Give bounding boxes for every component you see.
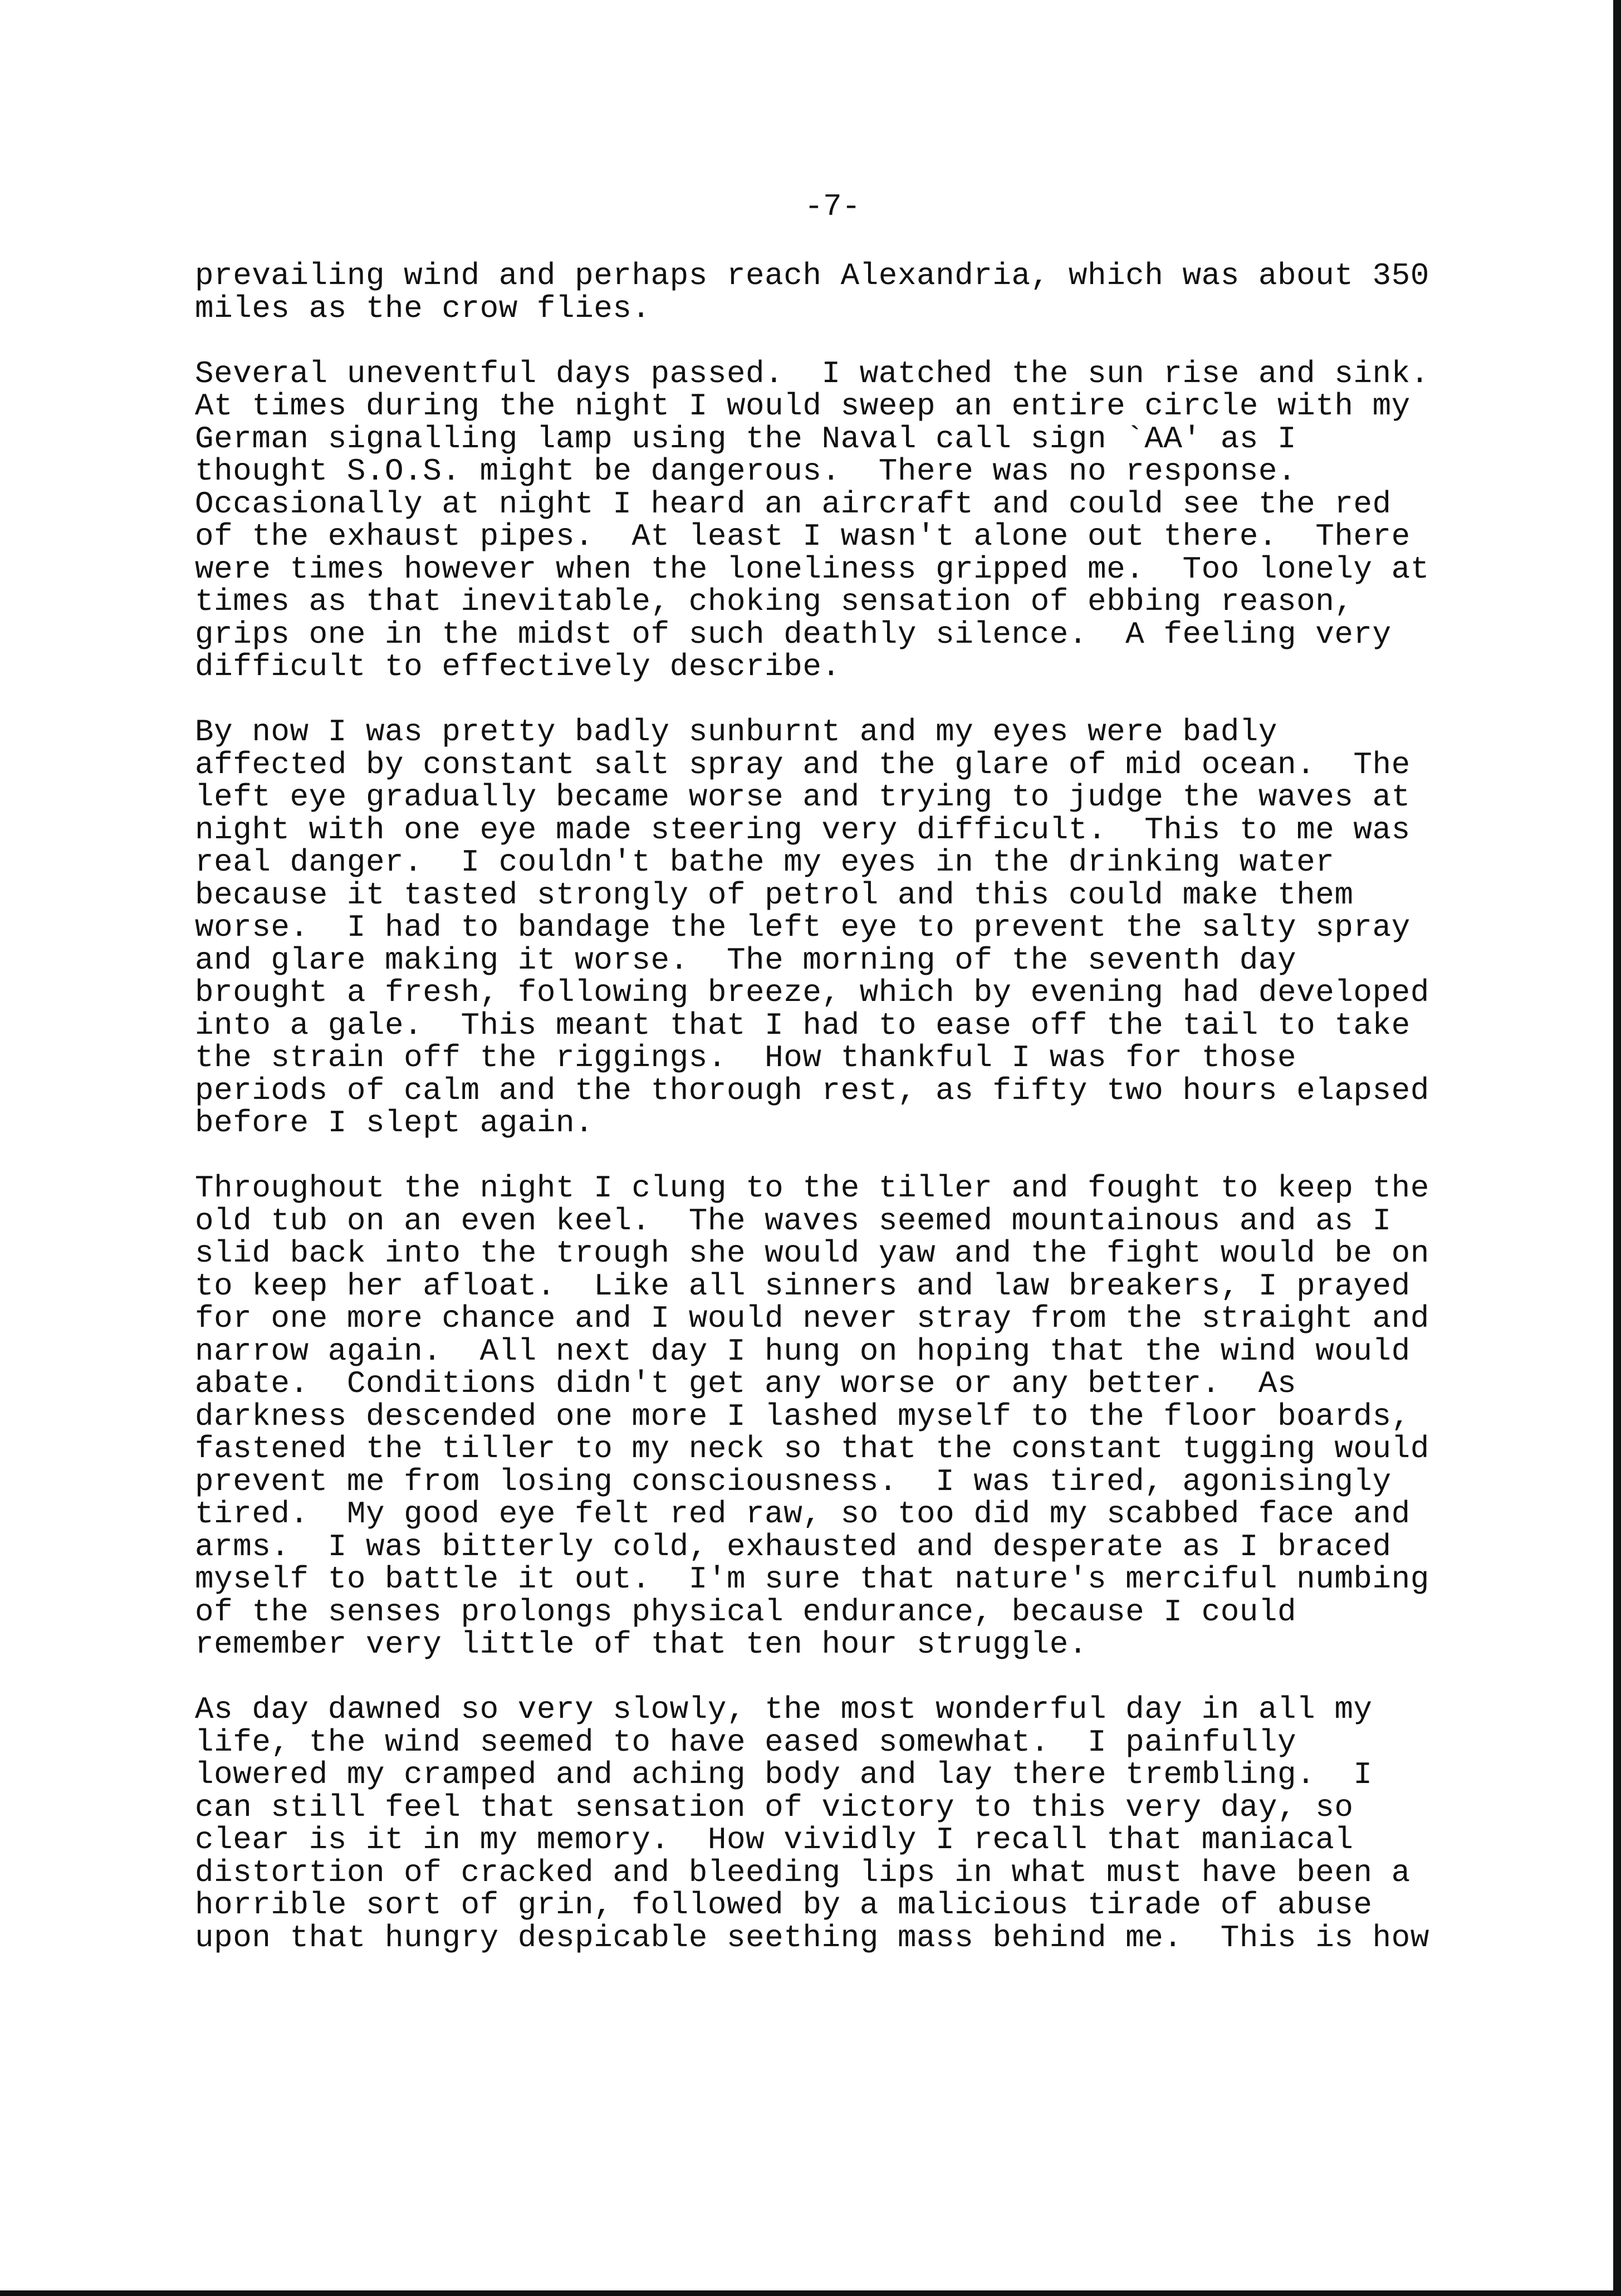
text-line: upon that hungry despicable seething mass behind me. This is how bbox=[195, 1919, 1429, 1956]
paragraph bbox=[195, 1172, 1509, 1661]
paragraph bbox=[195, 716, 1509, 1140]
scan-edge-bottom bbox=[0, 2290, 1621, 2296]
text-line: to keep her afloat. Like all sinners and law breakers, I prayed bbox=[195, 1268, 1411, 1304]
text-line: fastened the tiller to my neck so that the constant tugging would bbox=[195, 1431, 1429, 1467]
text-line: prevailing wind and perhaps reach Alexandria, which was about 350 bbox=[195, 258, 1429, 294]
text-line: can still feel that sensation of victory to this very day, so bbox=[195, 1789, 1354, 1825]
text-line: myself to battle it out. I'm sure that nature's merciful numbing bbox=[195, 1561, 1429, 1597]
text-line: tired. My good eye felt red raw, so too did my scabbed face and bbox=[195, 1496, 1411, 1532]
text-line: and glare making it worse. The morning of the seventh day bbox=[195, 942, 1297, 978]
text-line: miles as the crow flies. bbox=[195, 290, 651, 326]
text-line: life, the wind seemed to have eased somewhat. I painfully bbox=[195, 1724, 1297, 1760]
text-line: for one more chance and I would never stray from the straight and bbox=[195, 1301, 1429, 1336]
text-line: lowered my cramped and aching body and lay there trembling. I bbox=[195, 1757, 1373, 1792]
body-text bbox=[195, 260, 1509, 1987]
text-line: brought a fresh, following breeze, which by evening had developed bbox=[195, 975, 1429, 1010]
paragraph bbox=[195, 260, 1509, 325]
text-line: Occasionally at night I heard an aircraft and could see the red bbox=[195, 486, 1392, 522]
text-line: slid back into the trough she would yaw and the fight would be on bbox=[195, 1235, 1429, 1271]
text-line: At times during the night I would sweep an entire circle with my bbox=[195, 388, 1411, 424]
page-number: -7- bbox=[804, 189, 861, 224]
text-line: of the senses prolongs physical endurance, because I could bbox=[195, 1594, 1297, 1630]
text-line: Several uneventful days passed. I watched the sun rise and sink. bbox=[195, 355, 1429, 392]
text-line: distortion of cracked and bleeding lips in what must have been a bbox=[195, 1854, 1411, 1890]
text-line: thought S.O.S. might be dangerous. There was no response. bbox=[195, 453, 1297, 489]
text-line: By now I was pretty badly sunburnt and my eyes were badly bbox=[195, 714, 1278, 750]
text-line: of the exhaust pipes. At least I wasn't alone out there. There bbox=[195, 519, 1411, 554]
text-line: old tub on an even keel. The waves seemed mountainous and as I bbox=[195, 1203, 1392, 1239]
text-line: prevent me from losing consciousness. I was tired, agonisingly bbox=[195, 1463, 1392, 1499]
scan-edge-right bbox=[1613, 0, 1621, 2296]
text-line: because it tasted strongly of petrol and this could make them bbox=[195, 877, 1354, 913]
text-line: As day dawned so very slowly, the most wonderful day in all my bbox=[195, 1692, 1373, 1727]
text-line: periods of calm and the thorough rest, as fifty two hours elapsed bbox=[195, 1072, 1429, 1108]
text-line: before I slept again. bbox=[195, 1105, 594, 1141]
text-line: were times however when the loneliness gripped me. Too lonely at bbox=[195, 551, 1429, 587]
text-line: into a gale. This meant that I had to ease off the tail to take bbox=[195, 1007, 1411, 1043]
text-line: arms. I was bitterly cold, exhausted and desperate as I braced bbox=[195, 1528, 1392, 1565]
text-line: worse. I had to bandage the left eye to prevent the salty spray bbox=[195, 910, 1411, 945]
text-line: darkness descended one more I lashed myself to the floor boards, bbox=[195, 1398, 1411, 1434]
text-line: grips one in the midst of such deathly silence. A feeling very bbox=[195, 616, 1392, 652]
text-line: abate. Conditions didn't get any worse or any better. As bbox=[195, 1366, 1297, 1401]
text-line: left eye gradually became worse and trying to judge the waves at bbox=[195, 779, 1411, 815]
paragraph bbox=[195, 1693, 1509, 1954]
text-line: real danger. I couldn't bathe my eyes in the drinking water bbox=[195, 844, 1335, 880]
text-line: clear is it in my memory. How vividly I recall that maniacal bbox=[195, 1822, 1354, 1858]
text-line: affected by constant salt spray and the glare of mid ocean. The bbox=[195, 746, 1411, 783]
text-line: horrible sort of grin, followed by a malicious tirade of abuse bbox=[195, 1887, 1373, 1923]
text-line: night with one eye made steering very difficult. This to me was bbox=[195, 812, 1411, 848]
text-line: difficult to effectively describe. bbox=[195, 649, 841, 685]
text-line: Throughout the night I clung to the tiller and fought to keep the bbox=[195, 1170, 1429, 1206]
paragraph bbox=[195, 355, 1509, 685]
text-line: the strain off the riggings. How thankful I was for those bbox=[195, 1040, 1297, 1076]
text-line: German signalling lamp using the Naval call sign `AA' as I bbox=[195, 421, 1297, 457]
text-line: narrow again. All next day I hung on hoping that the wind would bbox=[195, 1333, 1411, 1369]
text-line: remember very little of that ten hour struggle. bbox=[195, 1626, 1088, 1662]
text-line: times as that inevitable, choking sensation of ebbing reason, bbox=[195, 584, 1354, 619]
